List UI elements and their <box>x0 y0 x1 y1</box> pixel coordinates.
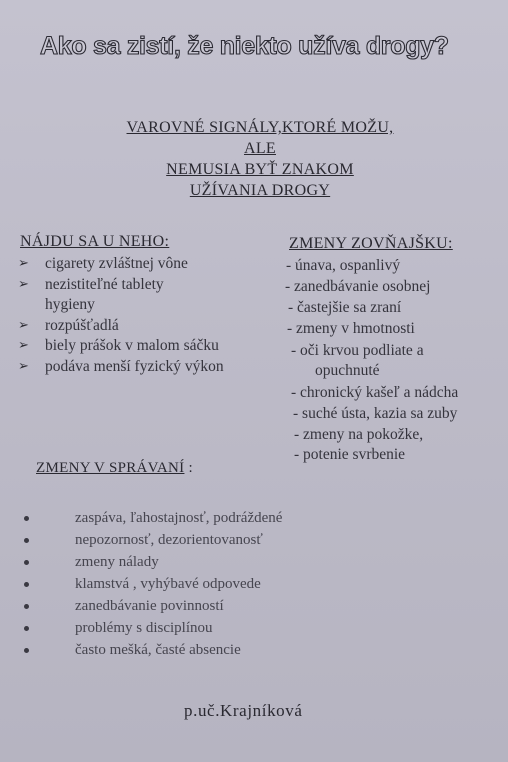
bullet-dot-icon <box>24 626 29 631</box>
list-item: zaspáva, ľahostajnosť, podráždené <box>18 507 282 529</box>
list-item: ➢ podáva menší fyzický výkon <box>18 357 224 378</box>
left-column-heading: NÁJDU SA U NEHO: <box>20 233 170 250</box>
list-item: zmeny nálady <box>18 551 282 573</box>
list-item: - chronický kašeľ a nádcha <box>291 384 459 401</box>
arrow-bullet-icon: ➢ <box>18 256 29 271</box>
arrow-bullet-icon: ➢ <box>18 276 29 292</box>
list-item: - zmeny na pokožke, <box>294 426 424 443</box>
list-item: ➢ biely prášok v malom sáčku <box>18 336 224 357</box>
list-item: - únava, ospanlivý <box>286 257 401 274</box>
behavior-heading: ZMENY V SPRÁVANÍ : <box>36 460 193 476</box>
warning-heading <box>60 117 460 201</box>
warning-heading-line: ALE <box>243 140 276 157</box>
list-item: - častejšie sa zraní <box>288 299 402 316</box>
arrow-bullet-icon: ➢ <box>18 317 29 333</box>
author-signature: p.uč.Krajníková <box>184 701 303 720</box>
arrow-bullet-icon: ➢ <box>18 358 29 374</box>
document-title: Ako sa zistí, že niekto užíva drogy? <box>40 32 449 60</box>
list-item: - zanedbávanie osobnej <box>285 278 431 295</box>
bullet-dot-icon <box>24 582 29 587</box>
bullet-dot-icon <box>24 538 29 543</box>
list-item: ➢ nezistiteľné tablety <box>18 275 224 296</box>
list-item-continuation: opuchnuté <box>315 362 380 379</box>
right-column-heading: ZMENY ZOVŇAJŠKU: <box>289 235 453 252</box>
list-item: - suché ústa, kazia sa zuby <box>293 405 458 422</box>
list-item: klamstvá , vyhýbavé odpovede <box>18 573 282 595</box>
arrow-bullet-icon: ➢ <box>18 338 29 353</box>
bullet-dot-icon <box>24 648 29 653</box>
list-item: ➢ rozpúšťadlá <box>18 316 224 337</box>
list-item: často mešká, časté absencie <box>18 639 282 661</box>
behavior-list <box>18 507 282 661</box>
warning-heading-line: VAROVNÉ SIGNÁLY,KTORÉ MOŽU, <box>126 119 394 136</box>
list-item: ➢ cigarety zvláštnej vône <box>18 254 224 275</box>
bullet-dot-icon <box>24 560 29 565</box>
bullet-dot-icon <box>24 604 29 609</box>
left-column-list <box>18 254 224 377</box>
list-item: problémy s disciplínou <box>18 617 282 639</box>
list-item: nepozornosť, dezorientovanosť <box>18 529 282 551</box>
list-item-continuation: hygieny <box>45 296 95 313</box>
list-item: zanedbávanie povinností <box>18 595 282 617</box>
list-item: - oči krvou podliate a <box>291 342 424 359</box>
list-item: - potenie svrbenie <box>294 446 406 463</box>
list-item: - zmeny v hmotnosti <box>287 320 415 337</box>
warning-heading-line: NEMUSIA BYŤ ZNAKOM <box>166 161 354 178</box>
warning-heading-line: UŽÍVANIA DROGY <box>189 182 331 199</box>
bullet-dot-icon <box>24 516 29 521</box>
